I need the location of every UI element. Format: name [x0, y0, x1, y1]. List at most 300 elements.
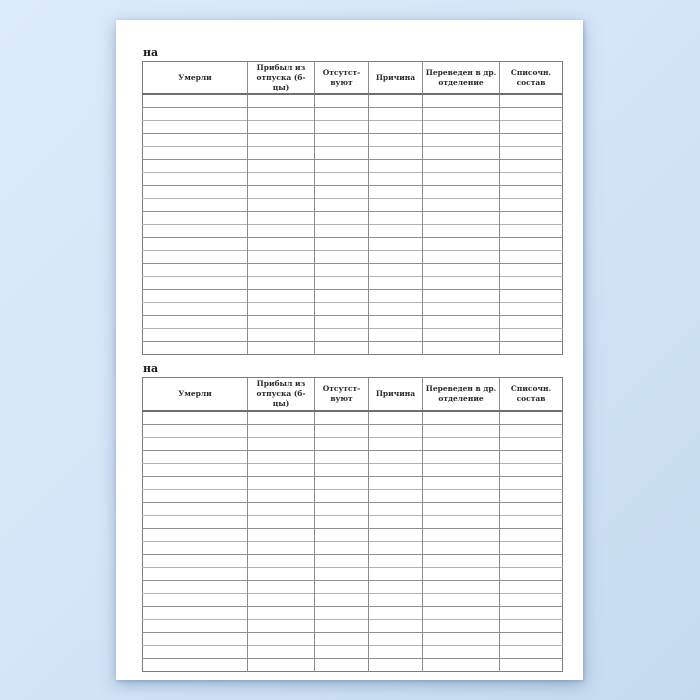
empty-cell — [143, 108, 248, 121]
empty-cell — [248, 593, 315, 606]
empty-cell — [315, 658, 369, 671]
empty-cell — [500, 515, 563, 528]
empty-cell — [423, 554, 500, 567]
table-row — [143, 476, 563, 489]
empty-cell — [500, 411, 563, 425]
empty-cell — [248, 277, 315, 290]
empty-cell — [315, 199, 369, 212]
empty-cell — [143, 199, 248, 212]
empty-cell — [315, 463, 369, 476]
empty-cell — [369, 186, 423, 199]
empty-cell — [423, 632, 500, 645]
empty-cell — [143, 264, 248, 277]
table-row — [143, 593, 563, 606]
empty-cell — [315, 225, 369, 238]
empty-cell — [423, 658, 500, 671]
empty-cell — [500, 619, 563, 632]
empty-cell — [369, 645, 423, 658]
table-row — [143, 463, 563, 476]
empty-cell — [315, 476, 369, 489]
empty-cell — [369, 424, 423, 437]
empty-cell — [369, 303, 423, 316]
empty-cell — [423, 541, 500, 554]
empty-cell — [423, 108, 500, 121]
empty-cell — [248, 199, 315, 212]
empty-cell — [500, 173, 563, 186]
empty-cell — [423, 606, 500, 619]
empty-cell — [143, 225, 248, 238]
table-row — [143, 225, 563, 238]
column-header-died: Умерли — [143, 62, 248, 95]
document-sheet — [116, 20, 583, 680]
table-row — [143, 580, 563, 593]
empty-cell — [423, 580, 500, 593]
column-header-returned-from-leave: Прибыл из отпуска (б-цы) — [248, 378, 315, 411]
empty-cell — [248, 316, 315, 329]
patient-movement-table-top — [142, 61, 563, 355]
empty-cell — [500, 303, 563, 316]
empty-cell — [500, 264, 563, 277]
table-row — [143, 541, 563, 554]
empty-cell — [143, 424, 248, 437]
empty-cell — [143, 567, 248, 580]
table-row — [143, 554, 563, 567]
empty-cell — [143, 316, 248, 329]
empty-cell — [369, 619, 423, 632]
empty-cell — [315, 619, 369, 632]
table-row — [143, 277, 563, 290]
empty-cell — [315, 94, 369, 108]
table-row — [143, 108, 563, 121]
empty-cell — [369, 316, 423, 329]
empty-cell — [143, 437, 248, 450]
column-header-roster-strength: Списочн. состав — [500, 62, 563, 95]
patient-movement-table-bottom — [142, 377, 563, 671]
empty-cell — [369, 121, 423, 134]
empty-cell — [248, 437, 315, 450]
empty-cell — [248, 645, 315, 658]
empty-cell — [369, 173, 423, 186]
empty-cell — [423, 489, 500, 502]
empty-cell — [315, 160, 369, 173]
empty-cell — [369, 290, 423, 303]
empty-cell — [143, 160, 248, 173]
empty-cell — [500, 541, 563, 554]
table-row — [143, 251, 563, 264]
table-row — [143, 502, 563, 515]
empty-cell — [315, 580, 369, 593]
empty-cell — [369, 476, 423, 489]
empty-cell — [423, 225, 500, 238]
empty-cell — [143, 502, 248, 515]
empty-cell — [369, 212, 423, 225]
empty-cell — [423, 173, 500, 186]
empty-cell — [248, 121, 315, 134]
empty-cell — [315, 567, 369, 580]
empty-cell — [423, 134, 500, 147]
empty-cell — [423, 290, 500, 303]
empty-cell — [248, 303, 315, 316]
empty-cell — [500, 316, 563, 329]
empty-cell — [143, 121, 248, 134]
column-header-absent: Отсутст- вуют — [315, 378, 369, 411]
table-row — [143, 619, 563, 632]
empty-cell — [500, 238, 563, 251]
empty-cell — [248, 632, 315, 645]
empty-cell — [423, 437, 500, 450]
empty-cell — [315, 502, 369, 515]
empty-cell — [369, 108, 423, 121]
empty-cell — [315, 528, 369, 541]
empty-cell — [500, 593, 563, 606]
empty-cell — [248, 658, 315, 671]
empty-cell — [248, 489, 315, 502]
empty-cell — [500, 329, 563, 342]
empty-cell — [143, 411, 248, 425]
empty-cell — [315, 251, 369, 264]
table-row — [143, 329, 563, 342]
empty-cell — [143, 580, 248, 593]
empty-cell — [315, 238, 369, 251]
empty-cell — [500, 606, 563, 619]
empty-cell — [143, 528, 248, 541]
empty-cell — [248, 528, 315, 541]
empty-cell — [315, 108, 369, 121]
empty-cell — [143, 541, 248, 554]
empty-cell — [143, 476, 248, 489]
table-row — [143, 411, 563, 425]
empty-cell — [248, 541, 315, 554]
empty-cell — [143, 94, 248, 108]
empty-cell — [369, 554, 423, 567]
empty-cell — [143, 619, 248, 632]
empty-cell — [143, 329, 248, 342]
table-row — [143, 606, 563, 619]
empty-cell — [315, 554, 369, 567]
empty-cell — [423, 645, 500, 658]
empty-cell — [143, 489, 248, 502]
form-section-bottom — [142, 362, 563, 671]
empty-cell — [500, 199, 563, 212]
empty-cell — [248, 424, 315, 437]
empty-cell — [423, 329, 500, 342]
empty-cell — [369, 94, 423, 108]
empty-cell — [369, 593, 423, 606]
empty-cell — [143, 147, 248, 160]
table-row — [143, 212, 563, 225]
empty-cell — [500, 528, 563, 541]
empty-cell — [500, 186, 563, 199]
empty-cell — [248, 94, 315, 108]
empty-cell — [500, 108, 563, 121]
empty-cell — [423, 94, 500, 108]
empty-cell — [500, 290, 563, 303]
empty-cell — [315, 316, 369, 329]
empty-cell — [315, 134, 369, 147]
table-row — [143, 290, 563, 303]
empty-cell — [423, 424, 500, 437]
empty-cell — [315, 264, 369, 277]
column-header-returned-from-leave: Прибыл из отпуска (б-цы) — [248, 62, 315, 95]
table-header-row — [143, 378, 563, 411]
empty-cell — [423, 186, 500, 199]
date-prefix-label: на — [143, 46, 159, 59]
column-header-reason: Причина — [369, 62, 423, 95]
empty-cell — [369, 329, 423, 342]
column-header-roster-strength: Списочн. состав — [500, 378, 563, 411]
empty-cell — [423, 411, 500, 425]
empty-cell — [315, 186, 369, 199]
empty-cell — [500, 277, 563, 290]
table-row — [143, 489, 563, 502]
empty-cell — [369, 606, 423, 619]
empty-cell — [369, 541, 423, 554]
table-row — [143, 199, 563, 212]
empty-cell — [423, 593, 500, 606]
empty-cell — [423, 342, 500, 355]
empty-cell — [315, 411, 369, 425]
table-row — [143, 515, 563, 528]
table-row — [143, 147, 563, 160]
empty-cell — [143, 173, 248, 186]
table-row — [143, 342, 563, 355]
empty-cell — [369, 450, 423, 463]
empty-cell — [369, 411, 423, 425]
empty-cell — [423, 238, 500, 251]
column-header-absent: Отсутст- вуют — [315, 62, 369, 95]
empty-cell — [369, 342, 423, 355]
empty-cell — [315, 303, 369, 316]
empty-cell — [248, 567, 315, 580]
empty-cell — [423, 303, 500, 316]
empty-cell — [143, 238, 248, 251]
empty-cell — [500, 450, 563, 463]
empty-cell — [500, 225, 563, 238]
empty-cell — [500, 645, 563, 658]
empty-cell — [369, 199, 423, 212]
empty-cell — [369, 437, 423, 450]
table-row — [143, 238, 563, 251]
empty-cell — [423, 619, 500, 632]
empty-cell — [315, 342, 369, 355]
empty-cell — [369, 502, 423, 515]
empty-cell — [500, 567, 563, 580]
empty-cell — [423, 264, 500, 277]
empty-cell — [143, 303, 248, 316]
empty-cell — [500, 658, 563, 671]
empty-cell — [500, 94, 563, 108]
empty-cell — [500, 121, 563, 134]
empty-cell — [248, 212, 315, 225]
empty-cell — [315, 450, 369, 463]
empty-cell — [423, 502, 500, 515]
empty-cell — [248, 515, 315, 528]
table-row — [143, 658, 563, 671]
empty-cell — [143, 515, 248, 528]
empty-cell — [315, 437, 369, 450]
table-row — [143, 567, 563, 580]
empty-cell — [143, 554, 248, 567]
empty-cell — [369, 134, 423, 147]
empty-cell — [315, 147, 369, 160]
empty-cell — [423, 212, 500, 225]
empty-cell — [143, 342, 248, 355]
empty-cell — [369, 264, 423, 277]
empty-cell — [315, 329, 369, 342]
empty-cell — [423, 316, 500, 329]
empty-cell — [143, 212, 248, 225]
empty-cell — [248, 160, 315, 173]
column-header-transferred: Переведен в др. отделение — [423, 62, 500, 95]
table-body — [143, 94, 563, 355]
empty-cell — [248, 186, 315, 199]
empty-cell — [423, 515, 500, 528]
empty-cell — [369, 632, 423, 645]
empty-cell — [369, 567, 423, 580]
empty-cell — [369, 463, 423, 476]
empty-cell — [315, 424, 369, 437]
empty-cell — [500, 437, 563, 450]
empty-cell — [143, 251, 248, 264]
empty-cell — [248, 411, 315, 425]
column-header-died: Умерли — [143, 378, 248, 411]
empty-cell — [315, 277, 369, 290]
empty-cell — [248, 450, 315, 463]
table-row — [143, 424, 563, 437]
table-row — [143, 160, 563, 173]
empty-cell — [315, 632, 369, 645]
empty-cell — [248, 251, 315, 264]
form-section-top — [142, 46, 563, 355]
empty-cell — [500, 476, 563, 489]
empty-cell — [143, 277, 248, 290]
empty-cell — [369, 489, 423, 502]
table-row — [143, 134, 563, 147]
empty-cell — [500, 251, 563, 264]
empty-cell — [369, 515, 423, 528]
empty-cell — [143, 134, 248, 147]
empty-cell — [369, 147, 423, 160]
empty-cell — [315, 121, 369, 134]
empty-cell — [369, 658, 423, 671]
empty-cell — [423, 463, 500, 476]
empty-cell — [143, 658, 248, 671]
empty-cell — [143, 450, 248, 463]
column-header-reason: Причина — [369, 378, 423, 411]
empty-cell — [248, 619, 315, 632]
empty-cell — [315, 489, 369, 502]
table-row — [143, 316, 563, 329]
empty-cell — [500, 502, 563, 515]
empty-cell — [248, 502, 315, 515]
empty-cell — [248, 225, 315, 238]
empty-cell — [369, 277, 423, 290]
empty-cell — [315, 541, 369, 554]
empty-cell — [248, 147, 315, 160]
empty-cell — [500, 147, 563, 160]
empty-cell — [315, 173, 369, 186]
empty-cell — [248, 238, 315, 251]
empty-cell — [369, 160, 423, 173]
empty-cell — [423, 147, 500, 160]
table-row — [143, 186, 563, 199]
empty-cell — [248, 329, 315, 342]
empty-cell — [248, 134, 315, 147]
empty-cell — [315, 212, 369, 225]
empty-cell — [315, 593, 369, 606]
empty-cell — [248, 580, 315, 593]
empty-cell — [500, 554, 563, 567]
empty-cell — [500, 489, 563, 502]
empty-cell — [500, 160, 563, 173]
table-row — [143, 121, 563, 134]
empty-cell — [423, 251, 500, 264]
empty-cell — [369, 251, 423, 264]
empty-cell — [248, 476, 315, 489]
empty-cell — [423, 121, 500, 134]
empty-cell — [248, 606, 315, 619]
empty-cell — [423, 277, 500, 290]
empty-cell — [143, 290, 248, 303]
empty-cell — [143, 645, 248, 658]
column-header-transferred: Переведен в др. отделение — [423, 378, 500, 411]
empty-cell — [500, 632, 563, 645]
table-row — [143, 437, 563, 450]
table-row — [143, 645, 563, 658]
empty-cell — [315, 645, 369, 658]
table-row — [143, 173, 563, 186]
empty-cell — [143, 606, 248, 619]
empty-cell — [143, 186, 248, 199]
empty-cell — [423, 567, 500, 580]
empty-cell — [423, 450, 500, 463]
empty-cell — [315, 290, 369, 303]
table-body — [143, 411, 563, 672]
empty-cell — [248, 463, 315, 476]
empty-cell — [248, 264, 315, 277]
empty-cell — [143, 632, 248, 645]
empty-cell — [369, 225, 423, 238]
empty-cell — [248, 290, 315, 303]
empty-cell — [369, 580, 423, 593]
empty-cell — [500, 342, 563, 355]
empty-cell — [423, 476, 500, 489]
empty-cell — [423, 528, 500, 541]
empty-cell — [369, 528, 423, 541]
empty-cell — [315, 606, 369, 619]
empty-cell — [369, 238, 423, 251]
empty-cell — [500, 424, 563, 437]
table-row — [143, 303, 563, 316]
empty-cell — [500, 463, 563, 476]
table-row — [143, 528, 563, 541]
empty-cell — [143, 463, 248, 476]
empty-cell — [143, 593, 248, 606]
empty-cell — [248, 342, 315, 355]
table-header-row — [143, 62, 563, 95]
empty-cell — [423, 160, 500, 173]
table-row — [143, 450, 563, 463]
table-row — [143, 632, 563, 645]
date-prefix-label: на — [143, 362, 159, 376]
empty-cell — [500, 580, 563, 593]
table-row — [143, 264, 563, 277]
empty-cell — [248, 173, 315, 186]
empty-cell — [248, 554, 315, 567]
empty-cell — [315, 515, 369, 528]
empty-cell — [248, 108, 315, 121]
empty-cell — [500, 212, 563, 225]
